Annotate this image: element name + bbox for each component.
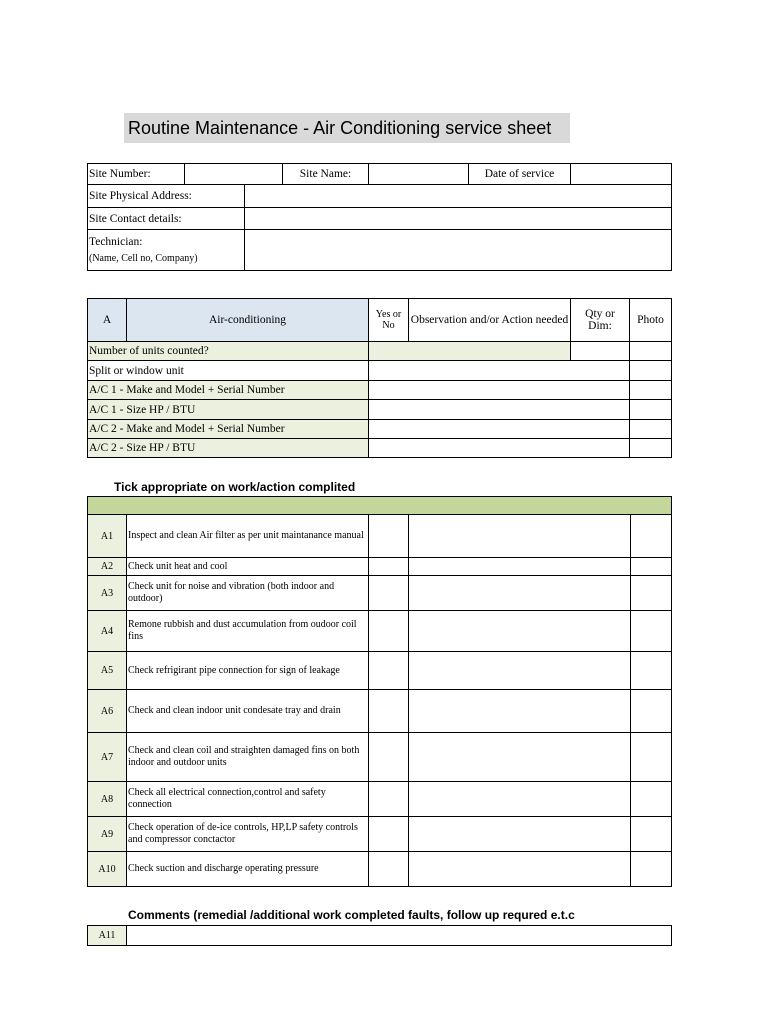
technician-label: [88, 230, 245, 271]
task-notes-field[interactable]: [409, 817, 631, 852]
photo-field[interactable]: [630, 342, 672, 361]
task-table: [87, 496, 672, 887]
task-photo-field[interactable]: [631, 515, 672, 558]
col-qty-header: Qty or Dim:: [571, 299, 630, 342]
contact-details-field[interactable]: [245, 208, 672, 230]
comments-heading: Comments (remedial /additional work completed faults, follow up requred e.t.c: [128, 908, 575, 922]
ac-row-field[interactable]: [369, 439, 630, 458]
task-description: Remone rubbish and dust accumulation from oudoor coil fins: [127, 611, 369, 652]
ac-row-field[interactable]: [369, 400, 630, 420]
photo-field[interactable]: [630, 400, 672, 420]
task-tick-field[interactable]: [369, 576, 409, 611]
task-photo-field[interactable]: [631, 733, 672, 782]
task-description: Check operation of de-ice controls, HP,LP safety controls and compressor conctactor: [127, 817, 369, 852]
task-notes-field[interactable]: [409, 733, 631, 782]
site-name-label: Site Name:: [283, 164, 369, 185]
task-tick-field[interactable]: [369, 782, 409, 817]
ac-row-label: Split or window unit: [88, 361, 369, 381]
page-title: Routine Maintenance - Air Conditioning service sheet: [124, 113, 570, 143]
site-info-table: [87, 163, 672, 271]
site-number-label: Site Number:: [88, 164, 185, 185]
task-tick-field[interactable]: [369, 733, 409, 782]
ac-row-label: A/C 1 - Size HP / BTU: [88, 400, 369, 420]
task-tick-field[interactable]: [369, 817, 409, 852]
ac-row-field[interactable]: [369, 342, 571, 361]
task-table-header-bar: [88, 497, 672, 515]
task-description: Check refrigirant pipe connection for sign of leakage: [127, 652, 369, 690]
task-photo-field[interactable]: [631, 852, 672, 887]
task-code: A1: [88, 515, 127, 558]
date-of-service-field[interactable]: [571, 164, 672, 185]
task-code: A4: [88, 611, 127, 652]
ac-row-label: Number of units counted?: [88, 342, 369, 361]
col-photo-header: Photo: [630, 299, 672, 342]
task-description: Check unit for noise and vibration (both indoor and outdoor): [127, 576, 369, 611]
task-photo-field[interactable]: [631, 782, 672, 817]
technician-field[interactable]: [245, 230, 672, 271]
task-code: A9: [88, 817, 127, 852]
site-name-field[interactable]: [369, 164, 469, 185]
ac-row-field[interactable]: [369, 361, 630, 381]
physical-address-field[interactable]: [245, 185, 672, 208]
technician-title: Technician:: [89, 236, 143, 248]
col-air-conditioning-header: Air-conditioning: [127, 299, 369, 342]
ac-row-label: A/C 1 - Make and Model + Serial Number: [88, 381, 369, 400]
task-tick-field[interactable]: [369, 852, 409, 887]
task-photo-field[interactable]: [631, 576, 672, 611]
col-yes-no-header: Yes or No: [369, 299, 409, 342]
technician-note: (Name, Cell no, Company): [89, 253, 198, 264]
task-photo-field[interactable]: [631, 558, 672, 576]
task-photo-field[interactable]: [631, 652, 672, 690]
task-description: Check and clean coil and straighten damaged fins on both indoor and outdoor units: [127, 733, 369, 782]
photo-field[interactable]: [630, 361, 672, 381]
task-code: A10: [88, 852, 127, 887]
physical-address-label: Site Physical Address:: [88, 185, 245, 208]
col-a-header: A: [88, 299, 127, 342]
photo-field[interactable]: [630, 420, 672, 439]
task-notes-field[interactable]: [409, 515, 631, 558]
task-description: Check unit heat and cool: [127, 558, 369, 576]
contact-details-label: Site Contact details:: [88, 208, 245, 230]
task-notes-field[interactable]: [409, 576, 631, 611]
tick-heading: Tick appropriate on work/action complited: [114, 480, 356, 494]
col-observation-header: Observation and/or Action needed: [409, 299, 571, 342]
task-tick-field[interactable]: [369, 652, 409, 690]
photo-field[interactable]: [630, 439, 672, 458]
task-code: A3: [88, 576, 127, 611]
task-notes-field[interactable]: [409, 690, 631, 733]
task-tick-field[interactable]: [369, 611, 409, 652]
task-description: Inspect and clean Air filter as per unit maintanance manual: [127, 515, 369, 558]
photo-field[interactable]: [630, 381, 672, 400]
task-notes-field[interactable]: [409, 652, 631, 690]
task-code: A6: [88, 690, 127, 733]
qty-field[interactable]: [571, 342, 630, 361]
ac-row-label: A/C 2 - Make and Model + Serial Number: [88, 420, 369, 439]
task-code: A2: [88, 558, 127, 576]
comments-code: A11: [88, 926, 127, 946]
task-description: Check and clean indoor unit condesate tray and drain: [127, 690, 369, 733]
task-photo-field[interactable]: [631, 611, 672, 652]
site-number-field[interactable]: [185, 164, 283, 185]
task-tick-field[interactable]: [369, 558, 409, 576]
air-conditioning-table: [87, 298, 672, 458]
task-notes-field[interactable]: [409, 852, 631, 887]
task-tick-field[interactable]: [369, 515, 409, 558]
task-photo-field[interactable]: [631, 817, 672, 852]
comments-table: [87, 925, 672, 946]
task-description: Check suction and discharge operating pressure: [127, 852, 369, 887]
comments-field[interactable]: [127, 926, 672, 946]
task-code: A5: [88, 652, 127, 690]
task-notes-field[interactable]: [409, 782, 631, 817]
ac-row-field[interactable]: [369, 381, 630, 400]
ac-row-field[interactable]: [369, 420, 630, 439]
task-photo-field[interactable]: [631, 690, 672, 733]
task-notes-field[interactable]: [409, 558, 631, 576]
task-code: A7: [88, 733, 127, 782]
task-code: A8: [88, 782, 127, 817]
date-of-service-label: Date of service: [469, 164, 571, 185]
task-tick-field[interactable]: [369, 690, 409, 733]
task-description: Check all electrical connection,control and safety connection: [127, 782, 369, 817]
ac-row-label: A/C 2 - Size HP / BTU: [88, 439, 369, 458]
task-notes-field[interactable]: [409, 611, 631, 652]
